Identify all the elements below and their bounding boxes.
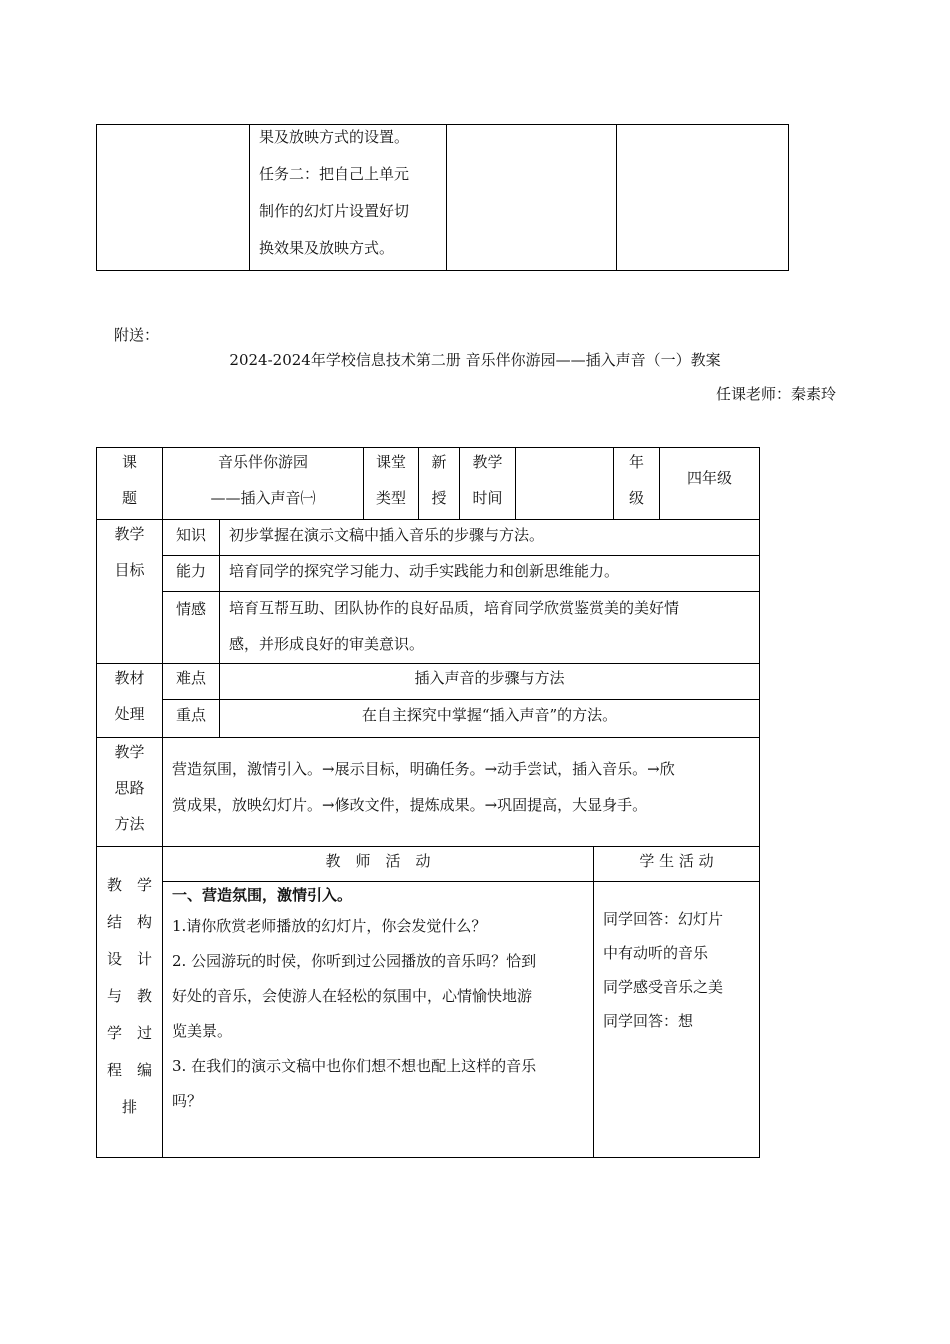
task-line: 制作的幻灯片设置好切 <box>259 202 410 220</box>
value-shou: 授 <box>431 489 447 507</box>
document-title: 2024-2024年学校信息技术第二册 音乐伴你游园——插入声音（一）教案 <box>229 351 721 369</box>
approach-line-2: 赏成果，放映幻灯片。→修改文件，提炼成果。→巩固提高，大显身手。 <box>172 796 648 814</box>
approach-label-1: 教学 <box>114 743 145 761</box>
teaching-goals-table <box>96 519 760 664</box>
student-line: 同学回答：想 <box>603 1012 694 1030</box>
emotion-line-2: 感，并形成良好的审美意识。 <box>229 635 425 653</box>
approach-text-cell <box>163 738 760 847</box>
key-label: 重点 <box>163 700 220 738</box>
label-ti: 题 <box>121 489 137 507</box>
ability-text: 培育同学的探究学习能力、动手实践能力和创新思维能力。 <box>220 556 760 592</box>
structure-label-line: 排 <box>121 1098 137 1116</box>
knowledge-text: 初步掌握在演示文稿中插入音乐的步骤与方法。 <box>220 520 760 556</box>
structure-label-line: 教 学 <box>106 876 152 894</box>
structure-label-line: 与 教 <box>106 987 152 1005</box>
goals-label-cell <box>97 520 163 664</box>
difficult-text: 插入声音的步骤与方法 <box>220 664 760 700</box>
label-ketang: 课堂 <box>375 453 406 471</box>
topic-line-2: ——插入声音㈠ <box>210 489 316 507</box>
materials-label-2: 处理 <box>114 705 145 723</box>
key-text: 在自主探究中掌握“插入声音”的方法。 <box>220 700 760 738</box>
teaching-structure-table <box>96 846 760 1158</box>
structure-label-line: 结 构 <box>106 913 152 931</box>
teacher-line: 3. 在我们的演示文稿中也你们想不想也配上这样的音乐 <box>172 1057 537 1075</box>
top-table-cell-empty-2 <box>447 125 617 271</box>
task-line: 任务二：把自己上单元 <box>259 165 410 183</box>
approach-label-2: 思路 <box>114 779 145 797</box>
approach-line-1: 营造氛围，激情引入。→展示目标，明确任务。→动手尝试，插入音乐。→欣 <box>172 760 675 778</box>
grade-value: 四年级 <box>686 469 732 487</box>
teaching-time-value-cell <box>516 448 614 520</box>
lesson-header-table <box>96 447 760 520</box>
label-nian: 年 <box>628 453 644 471</box>
label-leixing: 类型 <box>375 489 406 507</box>
structure-label-cell <box>97 847 163 1158</box>
structure-label-line: 设 计 <box>106 950 152 968</box>
emotion-text-cell <box>220 592 760 664</box>
grade-value-cell <box>660 448 760 520</box>
course-topic-cell <box>163 448 364 520</box>
section-title: 一、营造氛围，激情引入。 <box>172 886 353 904</box>
class-type-value-cell <box>419 448 460 520</box>
structure-label-line: 学 过 <box>106 1024 152 1042</box>
task-line: 果及放映方式的设置。 <box>259 128 410 146</box>
appendix-label: 附送： <box>114 326 160 344</box>
teacher-line: 览美景。 <box>172 1022 233 1040</box>
label-jiaoxue: 教学 <box>472 453 503 471</box>
student-line: 同学感受音乐之美 <box>603 978 724 996</box>
top-table-cell-empty-3 <box>617 125 789 271</box>
teaching-time-label-cell <box>460 448 516 520</box>
topic-line-1: 音乐伴你游园 <box>217 453 308 471</box>
label-ke: 课 <box>121 453 137 471</box>
task-line: 换效果及放映方式。 <box>259 239 395 257</box>
approach-label-cell <box>97 738 163 847</box>
class-type-label-cell <box>364 448 419 520</box>
top-continuation-table <box>96 124 789 271</box>
student-line: 同学回答：幻灯片 <box>603 910 724 928</box>
top-table-task-cell <box>250 125 447 271</box>
teacher-line: 2. 公园游玩的时侯，你听到过公园播放的音乐吗？恰到 <box>172 952 537 970</box>
materials-label-cell <box>97 664 163 738</box>
emotion-label: 情感 <box>163 592 220 664</box>
label-ji: 级 <box>628 489 644 507</box>
emotion-line-1: 培育互帮互助、团队协作的良好品质，培育同学欣赏鉴赏美的美好情 <box>229 599 680 617</box>
teaching-materials-table <box>96 663 760 738</box>
teacher-line: 吗？ <box>172 1092 203 1110</box>
knowledge-label: 知识 <box>163 520 220 556</box>
teaching-approach-table <box>96 737 760 847</box>
student-activity-cell <box>594 882 760 1158</box>
course-title-label-cell <box>97 448 163 520</box>
teacher-line: 1.请你欣赏老师播放的幻灯片，你会发觉什么？ <box>172 917 487 935</box>
goals-label-1: 教学 <box>114 525 145 543</box>
label-shijian: 时间 <box>472 489 503 507</box>
top-table-cell-empty-1 <box>97 125 250 271</box>
difficult-label: 难点 <box>163 664 220 700</box>
value-xin: 新 <box>431 453 447 471</box>
approach-label-3: 方法 <box>114 815 145 833</box>
ability-label: 能力 <box>163 556 220 592</box>
structure-label-line: 程 编 <box>106 1061 152 1079</box>
teacher-line: 好处的音乐，会使游人在轻松的氛围中，心情愉快地游 <box>172 987 533 1005</box>
goals-label-2: 目标 <box>114 561 145 579</box>
teacher-line: 任课老师：秦素玲 <box>715 385 836 403</box>
teacher-activity-cell <box>163 882 594 1158</box>
teacher-activity-header: 教 师 活 动 <box>163 847 594 882</box>
student-activity-header: 学 生 活 动 <box>594 847 760 882</box>
materials-label-1: 教材 <box>114 669 145 687</box>
grade-label-cell <box>614 448 660 520</box>
student-line: 中有动听的音乐 <box>603 944 709 962</box>
